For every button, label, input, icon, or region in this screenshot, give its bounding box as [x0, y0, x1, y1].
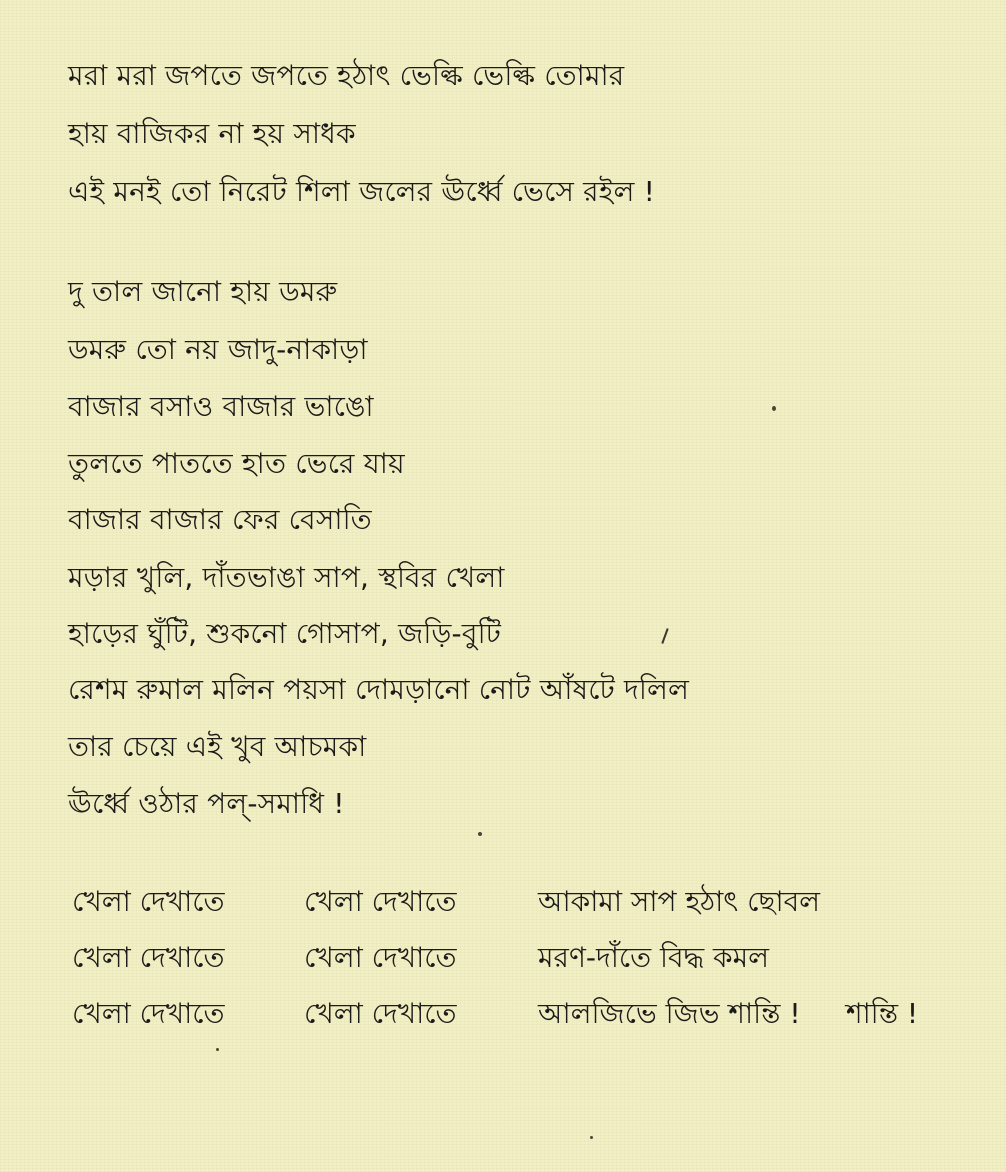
paper-speck: [478, 832, 482, 836]
refrain-col-3: আকামা সাপ হঠাৎ ছোবল: [538, 885, 821, 918]
refrain-col-2: খেলা দেখাতে: [304, 885, 457, 918]
refrain-col-1: খেলা দেখাতে: [72, 885, 225, 918]
poem-line: ঊর্ধ্বে ওঠার পল্‌-সমাধি !: [68, 787, 345, 820]
refrain-col-2: খেলা দেখাতে: [304, 941, 457, 974]
poem-line: হাড়ের ঘুঁটি, শুকনো গোসাপ, জড়ি-বুটি: [68, 617, 502, 650]
paper-speck: [216, 1048, 219, 1051]
poem-line: ডমরু তো নয় জাদু-নাকাড়া: [68, 333, 368, 366]
poem-line: দু তাল জানো হায় ডমরু: [68, 275, 338, 308]
stray-mark: [661, 628, 668, 644]
refrain-col-2: খেলা দেখাতে: [304, 997, 457, 1030]
paper-speck: [590, 1136, 593, 1139]
refrain-col-3: আলজিভে জিভ শান্তি !: [538, 997, 801, 1030]
poem-line: মরা মরা জপতে জপতে হঠাৎ ভেল্কি ভেল্কি তোমার: [68, 59, 625, 92]
poem-line: বাজার বসাও বাজার ভাঙো: [68, 390, 374, 423]
poem-line: তুলতে পাততে হাত ভেরে যায়: [68, 447, 405, 480]
poem-line: হায় বাজিকর না হয় সাধক: [68, 117, 356, 150]
paper-speck: [772, 406, 776, 411]
poem-line: মড়ার খুলি, দাঁতভাঙা সাপ, স্থবির খেলা: [68, 561, 505, 594]
poem-line: রেশম রুমাল মলিন পয়সা দোমড়ানো নোট আঁষটে দলিল: [68, 673, 690, 706]
refrain-col-4: শান্তি !: [846, 997, 919, 1030]
poem-line: তার চেয়ে এই খুব আচমকা: [68, 730, 367, 763]
poem-line: বাজার বাজার ফের বেসাতি: [68, 503, 372, 536]
refrain-col-3: মরণ-দাঁতে বিদ্ধ কমল: [538, 941, 770, 974]
refrain-col-1: খেলা দেখাতে: [72, 997, 225, 1030]
poem-line: এই মনই তো নিরেট শিলা জলের ঊর্ধ্বে ভেসে রইল !: [68, 175, 656, 208]
refrain-col-1: খেলা দেখাতে: [72, 941, 225, 974]
